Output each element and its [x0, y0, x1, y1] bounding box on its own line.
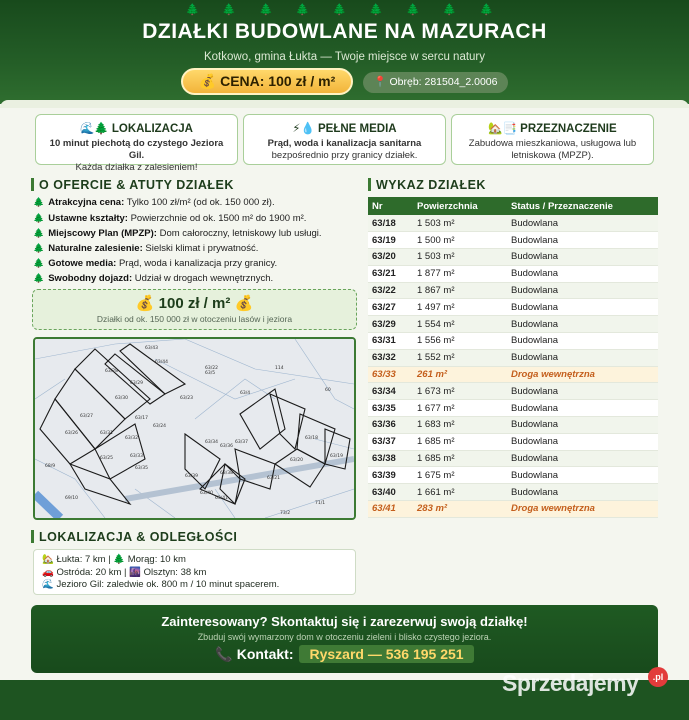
plot-area: 1 877 m²: [413, 265, 507, 282]
plot-number: 63/37: [368, 433, 413, 450]
map-plot-label: 63/5: [205, 371, 216, 376]
table-row: [368, 501, 658, 518]
table-row: [368, 349, 658, 366]
offer-item: 🌲 Naturalne zalesienie: Sielski klimat i prywatność.: [33, 243, 259, 254]
map-plot-label: 73/2: [280, 511, 291, 516]
map-plot-label: 63/40: [200, 491, 213, 496]
plot-status: Budowlana: [507, 484, 658, 501]
card-media-desc: Prąd, woda i kanalizacja sanitarna bezpośrednio przy granicy działek.: [267, 138, 422, 161]
map-plot-label: 63/41: [215, 496, 228, 501]
plot-area: 1 554 m²: [413, 316, 507, 333]
card-media-title: ⚡💧 PEŁNE MEDIA: [292, 123, 397, 135]
plot-map: [33, 337, 356, 520]
plot-number: 63/39: [368, 467, 413, 484]
table-row: [368, 232, 658, 249]
map-plot-label: 68/9: [45, 464, 56, 469]
watermark-dot-icon: .pl: [648, 667, 668, 687]
plot-status: Budowlana: [507, 333, 658, 350]
tree-bullet-icon: 🌲: [33, 243, 45, 253]
map-plot-label: 63/22: [205, 366, 218, 371]
map-plot-label: 63/34: [205, 440, 218, 445]
plot-status: Budowlana: [507, 383, 658, 400]
location-line: 🌊 Jezioro Gil: zaledwie ok. 800 m / 10 minut spacerem.: [42, 579, 280, 590]
table-row: [368, 400, 658, 417]
card-location-title: 🌊🌲 LOKALIZACJA: [80, 123, 193, 135]
table-row: [368, 316, 658, 333]
header-divider: [0, 100, 689, 108]
plot-number: 63/41: [368, 501, 413, 518]
tree-bullet-icon: 🌲: [33, 197, 45, 207]
table-row: [368, 366, 658, 383]
tree-bullet-icon: 🌲: [33, 258, 45, 268]
plot-number: 63/31: [368, 333, 413, 350]
table-row: [368, 333, 658, 350]
contact-line: [31, 645, 658, 663]
map-plot-label: 63/36: [220, 444, 233, 449]
phone-number[interactable]: Ryszard — 536 195 251: [299, 645, 473, 663]
table-row: [368, 484, 658, 501]
phone-label: 📞 Kontakt:: [215, 646, 294, 662]
card-location: [35, 114, 238, 173]
offer-item: 🌲 Ustawne kształty: Powierzchnie od ok. 1500 m² do 1900 m².: [33, 213, 307, 224]
map-plot-label: 63/27: [80, 414, 93, 419]
offer-item: 🌲 Atrakcyjna cena: Tylko 100 zł/m² (od ok. 150 000 zł).: [33, 197, 275, 208]
plot-area: 1 685 m²: [413, 450, 507, 467]
map-plot-label: 63/29: [130, 381, 143, 386]
plot-number: 63/32: [368, 349, 413, 366]
map-plot-label: 63/35: [135, 466, 148, 471]
offer-item: 🌲 Gotowe media: Prąd, woda i kanalizacja przy granicy.: [33, 258, 278, 269]
plot-area: 1 556 m²: [413, 333, 507, 350]
map-plot-label: 63/19: [330, 454, 343, 459]
table-row: [368, 282, 658, 299]
plot-status: Budowlana: [507, 433, 658, 450]
map-plot-label: 71/1: [315, 501, 326, 506]
map-plot-label: 63/24: [153, 424, 166, 429]
location-section-title: LOKALIZACJA & ODLEGŁOŚCI: [31, 530, 237, 544]
plot-area: 1 552 m²: [413, 349, 507, 366]
plot-number: 63/29: [368, 316, 413, 333]
table-header-row: [368, 197, 658, 215]
map-plot-label: 63/30: [115, 396, 128, 401]
plot-number: 63/19: [368, 232, 413, 249]
plot-status: Budowlana: [507, 282, 658, 299]
price-note: Działki od ok. 150 000 zł w otoczeniu lasów i jeziora: [96, 314, 293, 324]
map-plot-label: 63/31: [100, 431, 113, 436]
plot-number: 63/36: [368, 417, 413, 434]
table-row: [368, 299, 658, 316]
plot-number: 63/27: [368, 299, 413, 316]
map-plot-label: 63/21: [267, 476, 280, 481]
plot-area: 1 500 m²: [413, 232, 507, 249]
map-plot-label: 63/26: [65, 431, 78, 436]
wave-tree-icon: 🌊🌲: [80, 123, 109, 135]
table-row: [368, 450, 658, 467]
map-plot-label: 114: [275, 366, 284, 371]
plot-status: Budowlana: [507, 316, 658, 333]
plot-number: 63/18: [368, 215, 413, 232]
tree-bullet-icon: 🌲: [33, 273, 45, 283]
plot-area: 283 m²: [413, 501, 507, 518]
col-header-area: Powierzchnia: [413, 197, 507, 215]
plot-map-drawing: [35, 339, 354, 518]
table-row: [368, 383, 658, 400]
plot-number: 63/35: [368, 400, 413, 417]
plot-status: Budowlana: [507, 450, 658, 467]
plot-status: Budowlana: [507, 349, 658, 366]
tree-bullet-icon: 🌲: [33, 213, 45, 223]
watermark-logo: Sprzedajemy: [502, 670, 639, 696]
plot-area: 1 685 m²: [413, 433, 507, 450]
table-row: [368, 417, 658, 434]
plot-number: 63/34: [368, 383, 413, 400]
plot-number: 63/38: [368, 450, 413, 467]
map-plot-label: 63/38: [220, 471, 233, 476]
map-plot-label: 69/10: [65, 496, 78, 501]
obreb-badge: 📍 Obręb: 281504_2.0006: [363, 72, 508, 93]
map-plot-label: 63/17: [135, 416, 148, 421]
page-subtitle: Kotkowo, gmina Łukta — Twoje miejsce w sercu natury: [203, 51, 486, 63]
plot-area: 1 497 m²: [413, 299, 507, 316]
house-doc-icon: 🏡📑: [488, 123, 517, 135]
table-row: [368, 215, 658, 232]
plot-status: Droga wewnętrzna: [507, 366, 658, 383]
location-box: [33, 549, 356, 595]
map-plot-label: 63/25: [100, 456, 113, 461]
page-header: [0, 0, 689, 104]
tree-decoration-icon: 🌲 🌲 🌲 🌲 🌲 🌲 🌲 🌲 🌲: [185, 4, 504, 16]
plots-section-title: WYKAZ DZIAŁEK: [368, 178, 486, 192]
map-plot-label: 63/20: [290, 458, 303, 463]
col-header-status: Status / Przeznaczenie: [507, 197, 658, 215]
card-purpose-title: 🏡📑 PRZEZNACZENIE: [488, 123, 617, 135]
plot-area: 1 675 m²: [413, 467, 507, 484]
map-plot-label: 63/33: [130, 454, 143, 459]
map-plot-label: 63/39: [185, 474, 198, 479]
plot-status: Budowlana: [507, 215, 658, 232]
tree-bullet-icon: 🌲: [33, 228, 45, 238]
map-plot-label: 63/44: [155, 360, 168, 365]
contact-banner: [31, 605, 658, 673]
plot-area: 1 661 m²: [413, 484, 507, 501]
plot-number: 63/20: [368, 249, 413, 266]
plot-status: Budowlana: [507, 249, 658, 266]
col-header-nr: Nr: [368, 197, 413, 215]
contact-subtitle: Zbuduj swój wymarzony dom w otoczeniu zieleni i blisko czystego jeziora.: [197, 632, 492, 642]
plot-status: Budowlana: [507, 232, 658, 249]
table-row: [368, 433, 658, 450]
map-plot-label: 63/43: [145, 346, 158, 351]
card-location-desc: 10 minut piechotą do czystego Jeziora Gil. Każda działka z zalesieniem!: [49, 138, 224, 173]
plot-status: Budowlana: [507, 299, 658, 316]
plot-status: Budowlana: [507, 265, 658, 282]
location-line: 🚗 Ostróda: 20 km | 🌆 Olsztyn: 38 km: [42, 566, 207, 578]
plot-number: 63/22: [368, 282, 413, 299]
price-badge: 💰 CENA: 100 zł / m²: [181, 68, 353, 95]
contact-title: Zainteresowany? Skontaktuj się i zarezerwuj swoją działkę!: [161, 614, 528, 629]
map-plot-label: 60: [325, 388, 331, 393]
map-plot-label: 63/32: [125, 436, 138, 441]
offer-item: 🌲 Swobodny dojazd: Udział w drogach wewnętrznych.: [33, 273, 274, 284]
plot-area: 1 683 m²: [413, 417, 507, 434]
plot-status: Budowlana: [507, 400, 658, 417]
plot-area: 1 503 m²: [413, 215, 507, 232]
card-purpose-desc: Zabudowa mieszkaniowa, usługowa lub letniskowa (MPZP).: [468, 138, 637, 161]
offer-item: 🌲 Miejscowy Plan (MPZP): Dom całoroczny, letniskowy lub usługi.: [33, 228, 322, 239]
plot-number: 63/40: [368, 484, 413, 501]
map-plot-label: 63/28: [105, 369, 118, 374]
card-media: [243, 114, 446, 165]
plot-status: Droga wewnętrzna: [507, 501, 658, 518]
offer-section-title: O OFERCIE & ATUTY DZIAŁEK: [31, 178, 234, 192]
plots-table: [368, 197, 658, 518]
page-title: DZIAŁKI BUDOWLANE NA MAZURACH: [142, 20, 547, 43]
table-row: [368, 467, 658, 484]
plot-area: 1 677 m²: [413, 400, 507, 417]
map-plot-label: 63/4: [240, 391, 251, 396]
plot-area: 1 867 m²: [413, 282, 507, 299]
table-row: [368, 265, 658, 282]
card-purpose: [451, 114, 654, 165]
map-plot-label: 63/18: [305, 436, 318, 441]
plot-status: Budowlana: [507, 467, 658, 484]
price-highlight: 💰 100 zł / m² 💰: [135, 295, 254, 312]
plot-area: 1 673 m²: [413, 383, 507, 400]
table-row: [368, 249, 658, 266]
plot-status: Budowlana: [507, 417, 658, 434]
map-plot-label: 63/23: [180, 396, 193, 401]
plot-number: 63/21: [368, 265, 413, 282]
plot-number: 63/33: [368, 366, 413, 383]
map-plot-label: 63/37: [235, 440, 248, 445]
price-highlight-box: [32, 289, 357, 330]
plot-area: 261 m²: [413, 366, 507, 383]
location-line: 🏡 Łukta: 7 km | 🌲 Morąg: 10 km: [42, 554, 186, 565]
bolt-drop-icon: ⚡💧: [292, 123, 315, 135]
plot-area: 1 503 m²: [413, 249, 507, 266]
